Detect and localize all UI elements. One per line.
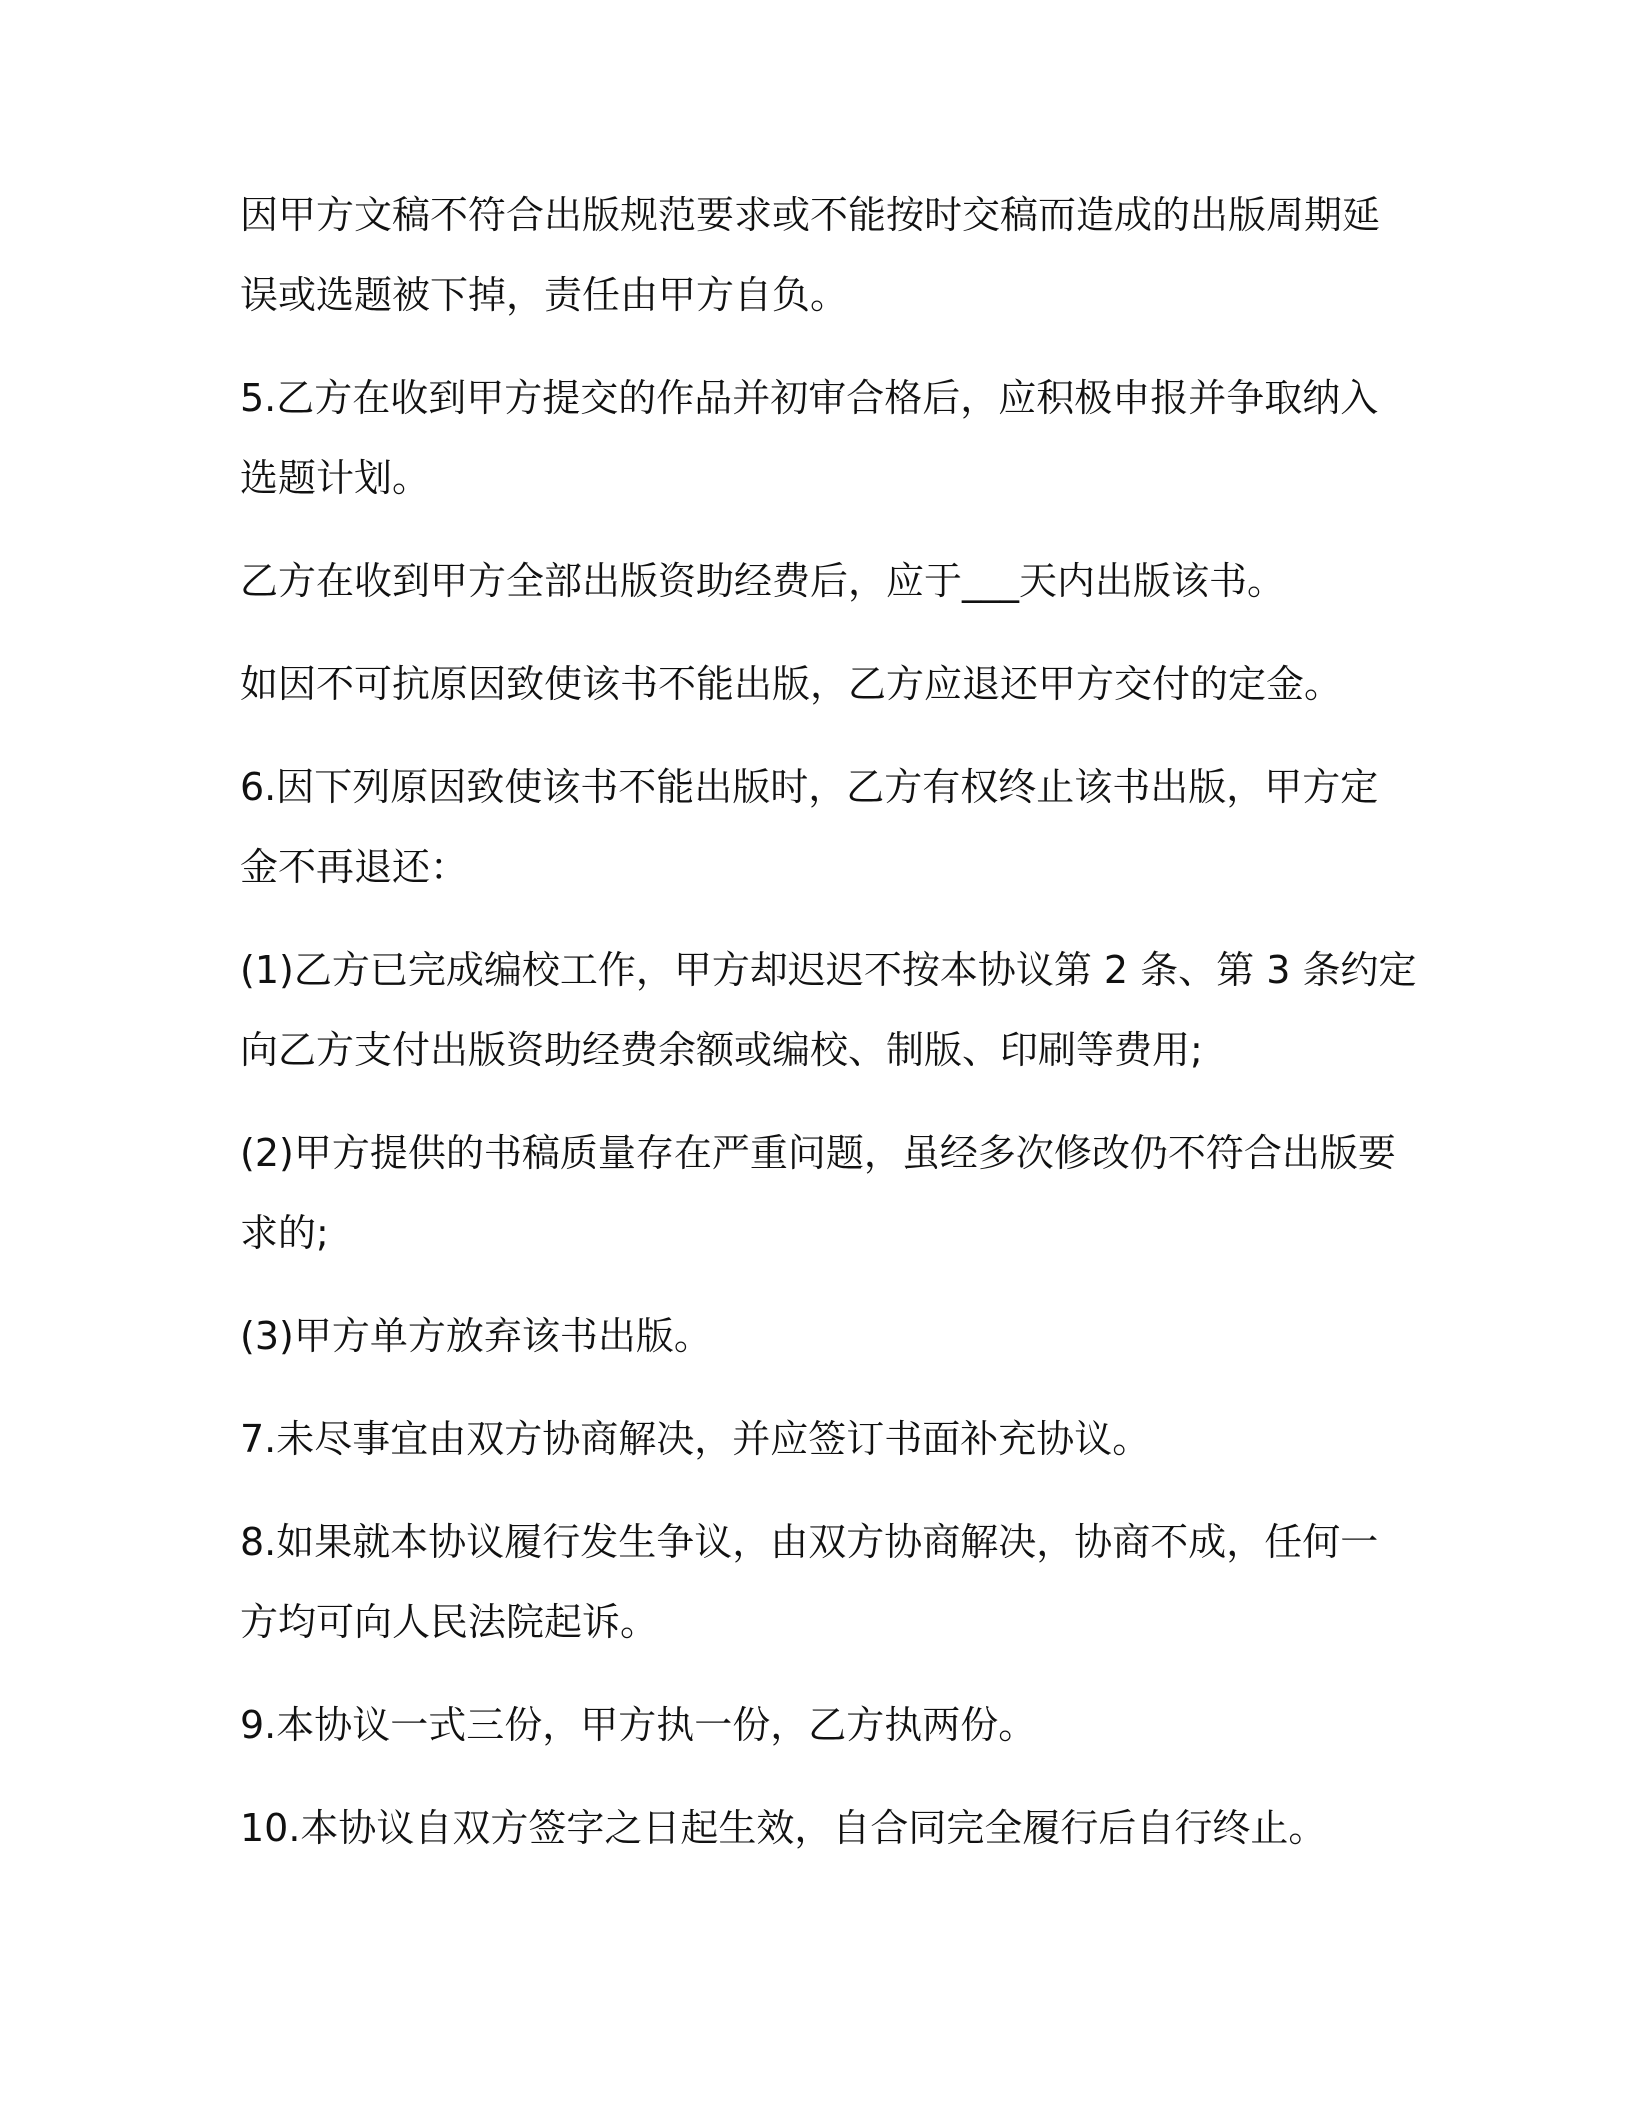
- paragraph-line: 5.乙方在收到甲方提交的作品并初审合格后，应积极申报并争取纳入: [240, 376, 1379, 420]
- paragraph-line: 方均可向人民法院起诉。: [240, 1600, 659, 1644]
- paragraph-line: 乙方在收到甲方全部出版资助经费后，应于___天内出版该书。: [240, 559, 1286, 603]
- paragraph-line: 9.本协议一式三份，甲方执一份，乙方执两份。: [240, 1703, 1037, 1747]
- clause-7: [240, 1399, 1380, 1479]
- clause-10: [240, 1788, 1380, 1868]
- paragraph-line: (1)乙方已完成编校工作，甲方却迟迟不按本协议第 2 条、第 3 条约定: [240, 948, 1417, 992]
- paragraph-line: 金不再退还：: [240, 845, 469, 889]
- clause-6: [240, 747, 1380, 907]
- clause-6-item-1: [240, 930, 1417, 1090]
- clause-6-item-2: [240, 1113, 1396, 1273]
- clause-6-item-3: [240, 1296, 1380, 1376]
- paragraph-line: 误或选题被下掉，责任由甲方自负。: [240, 273, 849, 317]
- paragraph-line: 6.因下列原因致使该书不能出版时，乙方有权终止该书出版，甲方定: [240, 765, 1379, 809]
- paragraph-line: 向乙方支付出版资助经费余额或编校、制版、印刷等费用;: [240, 1028, 1203, 1072]
- document-body: [240, 175, 1417, 1891]
- paragraph-line: 7.未尽事宜由双方协商解决，并应签订书面补充协议。: [240, 1417, 1151, 1461]
- paragraph-line: (2)甲方提供的书稿质量存在严重问题，虽经多次修改仍不符合出版要: [240, 1131, 1396, 1175]
- paragraph-publication-delay: [240, 175, 1380, 335]
- paragraph-line: 如因不可抗原因致使该书不能出版，乙方应退还甲方交付的定金。: [240, 662, 1343, 706]
- clause-5-publication-deadline: [240, 541, 1380, 621]
- clause-5-force-majeure: [240, 644, 1380, 724]
- paragraph-line: 因甲方文稿不符合出版规范要求或不能按时交稿而造成的出版周期延: [240, 193, 1381, 237]
- paragraph-line: 求的;: [240, 1211, 329, 1255]
- paragraph-line: (3)甲方单方放弃该书出版。: [240, 1314, 712, 1358]
- paragraph-line: 8.如果就本协议履行发生争议，由双方协商解决，协商不成，任何一: [240, 1520, 1379, 1564]
- paragraph-line: 选题计划。: [240, 456, 431, 500]
- paragraph-line: 10.本协议自双方签字之日起生效，自合同完全履行后自行终止。: [240, 1806, 1327, 1850]
- clause-5: [240, 358, 1380, 518]
- clause-9: [240, 1685, 1380, 1765]
- clause-8: [240, 1502, 1380, 1662]
